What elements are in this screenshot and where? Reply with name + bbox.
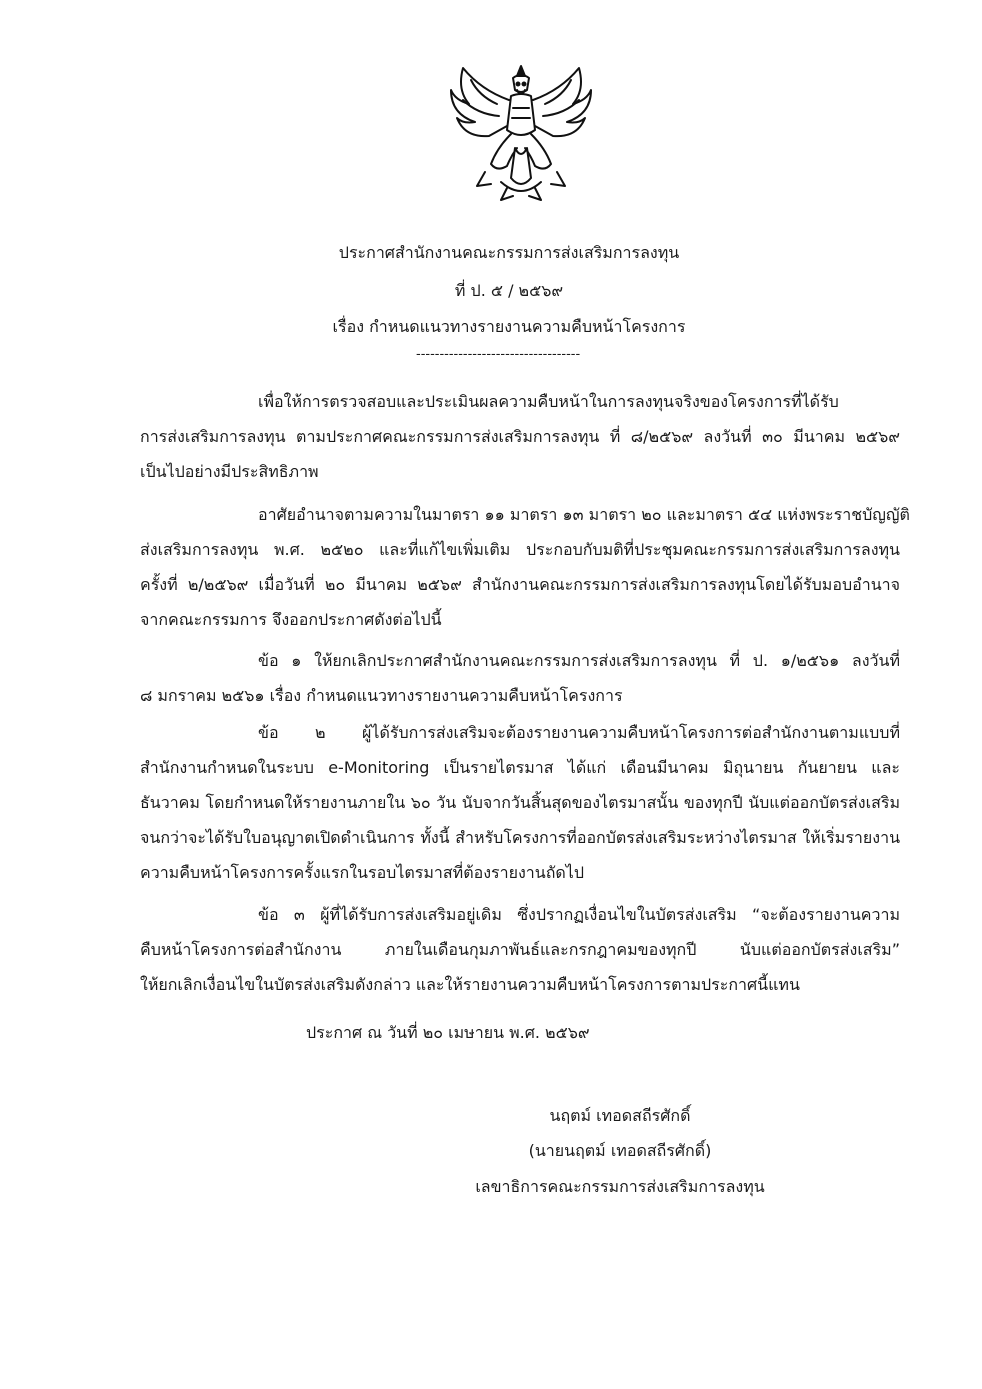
paragraph-line: ข้อ ๒ ผู้ได้รับการส่งเสริมจะต้องรายงานความคืบหน้าโครงการต่อสำนักงานตามแบบที่	[258, 723, 900, 742]
paragraph-authority	[140, 497, 910, 637]
paragraph-line: อาศัยอำนาจตามความในมาตรา ๑๑ มาตรา ๑๓ มาตรา ๒๐ และมาตรา ๕๔ แห่งพระราชบัญญัติ	[258, 505, 910, 524]
paragraph-line: ส่งเสริมการลงทุน พ.ศ. ๒๕๒๐ และที่แก้ไขเพิ่มเติม ประกอบกับมติที่ประชุมคณะกรรมการส่งเสริมการลงทุน	[140, 540, 900, 559]
paragraph-purpose	[140, 384, 900, 489]
paragraph-line: ๘ มกราคม ๒๕๖๑ เรื่อง กำหนดแนวทางรายงานความคืบหน้าโครงการ	[140, 686, 623, 705]
paragraph-line: ธันวาคม โดยกำหนดให้รายงานภายใน ๖๐ วัน นับจากวันสิ้นสุดของไตรมาสนั้น ของทุกปี นับแต่ออกบัตรส่งเสริม	[140, 793, 900, 812]
clause-1	[140, 643, 900, 713]
paragraph-line: ความคืบหน้าโครงการครั้งแรกในรอบไตรมาสที่ต้องรายงานถัดไป	[140, 863, 584, 882]
signature-full-name: (นายนฤตม์ เทอดสถีรศักดิ์)	[528, 1141, 712, 1160]
paragraph-line: คืบหน้าโครงการต่อสำนักงาน ภายในเดือนกุมภาพันธ์และกรกฎาคมของทุกปี นับแต่ออกบัตรส่งเสริม”	[140, 940, 900, 959]
title-divider: -----------------------------------	[416, 347, 581, 362]
paragraph-line: ข้อ ๓ ผู้ที่ได้รับการส่งเสริมอยู่เดิม ซึ่งปรากฏเงื่อนไขในบัตรส่งเสริม “จะต้องรายงานความ	[258, 905, 900, 924]
announcement-date: ประกาศ ณ วันที่ ๒๐ เมษายน พ.ศ. ๒๕๖๙	[306, 1023, 590, 1042]
clause-3	[140, 897, 900, 1002]
paragraph-line: จนกว่าจะได้รับใบอนุญาตเปิดดำเนินการ ทั้งนี้ สำหรับโครงการที่ออกบัตรส่งเสริมระหว่างไตรมาส ให้เริ่มรายงาน	[140, 828, 900, 847]
clause-2	[140, 715, 900, 890]
signature-position: เลขาธิการคณะกรรมการส่งเสริมการลงทุน	[475, 1177, 765, 1196]
garuda-emblem-icon	[441, 60, 601, 210]
paragraph-line: ครั้งที่ ๒/๒๕๖๙ เมื่อวันที่ ๒๐ มีนาคม ๒๕๖๙ สำนักงานคณะกรรมการส่งเสริมการลงทุนโดยได้รับมอบอำนาจ	[140, 575, 900, 594]
paragraph-line: จากคณะกรรมการ จึงออกประกาศดังต่อไปนี้	[140, 610, 442, 629]
document-number: ที่ ป. ๕ / ๒๕๖๙	[454, 281, 564, 300]
paragraph-line: ข้อ ๑ ให้ยกเลิกประกาศสำนักงานคณะกรรมการส่งเสริมการลงทุน ที่ ป. ๑/๒๕๖๑ ลงวันที่	[258, 651, 900, 670]
document-subject: เรื่อง กำหนดแนวทางรายงานความคืบหน้าโครงการ	[332, 317, 686, 336]
paragraph-line: เพื่อให้การตรวจสอบและประเมินผลความคืบหน้าในการลงทุนจริงของโครงการที่ได้รับ	[258, 392, 839, 411]
document-title: ประกาศสำนักงานคณะกรรมการส่งเสริมการลงทุน	[338, 243, 680, 262]
paragraph-line: สำนักงานกำหนดในระบบ e-Monitoring เป็นรายไตรมาส ได้แก่ เดือนมีนาคม มิถุนายน กันยายน และ	[140, 758, 900, 777]
paragraph-line: การส่งเสริมการลงทุน ตามประกาศคณะกรรมการส่งเสริมการลงทุน ที่ ๘/๒๕๖๙ ลงวันที่ ๓๐ มีนาคม ๒๕๖๙	[140, 427, 900, 446]
signature-name: นฤตม์ เทอดสถีรศักดิ์	[549, 1106, 691, 1125]
paragraph-line: เป็นไปอย่างมีประสิทธิภาพ	[140, 462, 319, 481]
paragraph-line: ให้ยกเลิกเงื่อนไขในบัตรส่งเสริมดังกล่าว และให้รายงานความคืบหน้าโครงการตามประกาศนี้แทน	[140, 975, 800, 994]
